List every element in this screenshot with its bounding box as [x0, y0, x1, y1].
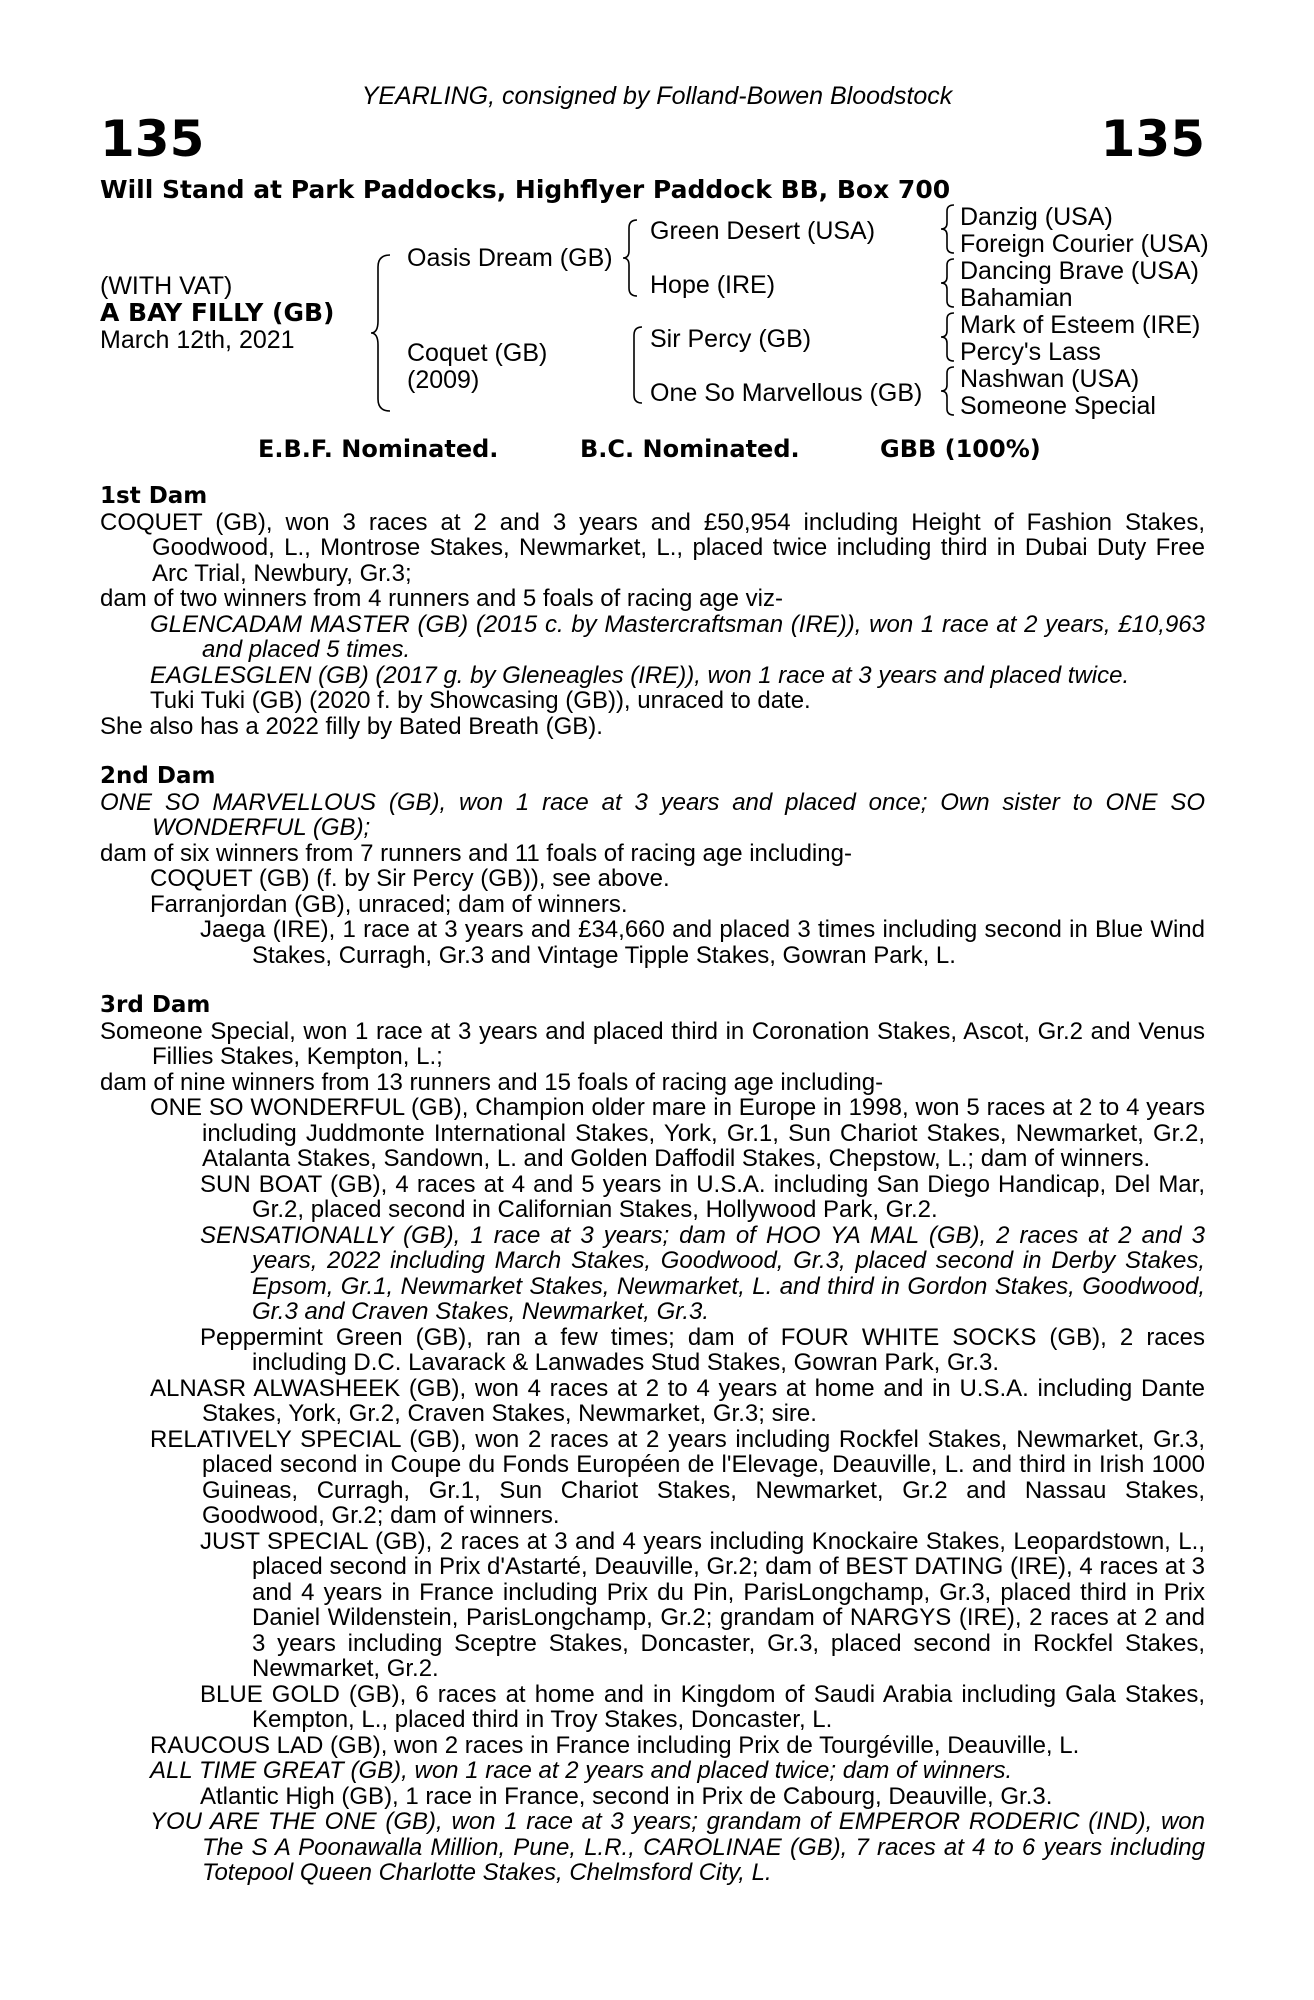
brace-green-desert [940, 203, 958, 255]
first-dam-heading: 1st Dam [100, 483, 208, 509]
first-dam-entry: COQUET (GB), won 3 races at 2 and 3 years and £50,954 including Height of Fashion Stakes, Goodwood, L., Montrose Stakes, Newmarket, L., placed twice including third in Dubai Duty Free Arc Trial, Newbury, Gr.3; [100, 508, 1205, 587]
foaling-date: March 12th, 2021 [100, 326, 295, 354]
third-dam-produce-1: ONE SO WONDERFUL (GB), Champion older mare in Europe in 1998, won 5 races at 2 to 4 years including Juddmonte International Stakes, York, Gr.1, Sun Chariot Stakes, Newmarket, Gr.2, Atalanta Stakes, Sandown, L. and Golden Daffodil Stakes, Chepstow, L.; dam of winners. [150, 1094, 1205, 1172]
pedigree-g3-4: Bahamian [960, 284, 1073, 312]
pedigree-dam-sire: Sir Percy (GB) [650, 325, 812, 353]
third-dam-produce-5: ALL TIME GREAT (GB), won 1 race at 2 years and placed twice; dam of winners. [150, 1757, 1013, 1784]
pedigree-dam-year: (2009) [407, 366, 480, 394]
vat-note: (WITH VAT) [100, 272, 233, 300]
pedigree-g3-2: Foreign Courier (USA) [960, 230, 1209, 258]
brace-sir-percy [940, 311, 958, 363]
ebf-nomination: E.B.F. Nominated. [258, 435, 499, 463]
first-dam-produce-summary: dam of two winners from 4 runners and 5 foals of racing age viz- [100, 585, 783, 612]
first-dam-produce-2: EAGLESGLEN (GB) (2017 g. by Gleneagles (IRE)), won 1 race at 3 years and placed twice. [150, 661, 1130, 689]
pedigree-g3-6: Percy's Lass [960, 338, 1101, 366]
consignment-line: YEARLING, consigned by Folland-Bowen Bloodstock [361, 82, 953, 110]
first-dam-note: She also has a 2022 filly by Bated Breath (GB). [100, 712, 603, 740]
first-dam-produce-3: Tuki Tuki (GB) (2020 f. by Showcasing (GB)), unraced to date. [150, 687, 811, 714]
pedigree-g3-3: Dancing Brave (USA) [960, 257, 1199, 285]
third-dam-grandproduce-4: JUST SPECIAL (GB), 2 races at 3 and 4 years including Knockaire Stakes, Leopardstown, L., placed second in Prix d'Astarté, Deauville, Gr.2; dam of BEST DATING (IRE), 4 races at 3 and 4 years in France including Prix du Pin, ParisLongchamp, Gr.3, placed third in Prix Daniel Wildenstein, ParisLongchamp, Gr.2; grandam of NARGYS (IRE), 2 races at 2 and 3 years including Sceptre Stakes, Doncaster, Gr.3, placed second in Rockfel Stakes, Newmarket, Gr.2. [200, 1527, 1205, 1682]
second-dam-produce-2: Farranjordan (GB), unraced; dam of winners. [150, 890, 628, 918]
third-dam-entry: Someone Special, won 1 race at 3 years and placed third in Coronation Stakes, Ascot, Gr.2 and Venus Fillies Stakes, Kempton, L.; [100, 1017, 1205, 1070]
third-dam-produce-4: RAUCOUS LAD (GB), won 2 races in France including Prix de Tourgéville, Deauville, L. [150, 1731, 1080, 1759]
pedigree-g3-7: Nashwan (USA) [960, 365, 1140, 393]
third-dam-grandproduce-1: SUN BOAT (GB), 4 races at 4 and 5 years in U.S.A. including San Diego Handicap, Del Mar, Gr.2, placed second in Californian Stakes, Hollywood Park, Gr.2. [200, 1170, 1205, 1223]
pedigree-g3-8: Someone Special [960, 392, 1156, 420]
pedigree-sire-sire: Green Desert (USA) [650, 217, 876, 245]
third-dam-produce-2: ALNASR ALWASHEEK (GB), won 4 races at 2 to 4 years at home and in U.S.A. including Dante Stakes, York, Gr.2, Craven Stakes, Newmarket, Gr.3; sire. [150, 1374, 1205, 1427]
second-dam-produce-summary: dam of six winners from 7 runners and 11 foals of racing age including- [100, 839, 852, 867]
second-dam-produce-1: COQUET (GB) (f. by Sir Percy (GB)), see above. [150, 865, 670, 892]
pedigree-g3-5: Mark of Esteem (IRE) [960, 311, 1201, 339]
stand-location: Will Stand at Park Paddocks, Highflyer Paddock BB, Box 700 [100, 175, 951, 204]
pedigree-dam: Coquet (GB) [407, 339, 548, 367]
third-dam-grandproduce-6: Atlantic High (GB), 1 race in France, second in Prix de Cabourg, Deauville, Gr.3. [200, 1782, 1053, 1810]
pedigree-brace-sire [622, 218, 640, 298]
pedigree-brace-dam [627, 325, 645, 405]
bc-nomination: B.C. Nominated. [580, 435, 800, 463]
lot-number-left: 135 [100, 110, 205, 168]
second-dam-grandproduce-1: Jaega (IRE), 1 race at 3 years and £34,660 and placed 3 times including second in Blue Wind Stakes, Curragh, Gr.3 and Vintage Tipple Stakes, Gowran Park, L. [200, 916, 1205, 969]
third-dam-grandproduce-2: SENSATIONALLY (GB), 1 race at 3 years; dam of HOO YA MAL (GB), 2 races at 2 and 3 years, 2022 including March Stakes, Goodwood, Gr.3, placed second in Derby Stakes, Epsom, Gr.1, Newmarket Stakes, Newmarket, L. and third in Gordon Stakes, Goodwood, Gr.3 and Craven Stakes, Newmarket, Gr.3. [200, 1221, 1205, 1325]
third-dam-grandproduce-3: Peppermint Green (GB), ran a few times; dam of FOUR WHITE SOCKS (GB), 2 races including D.C. Lavarack & Lanwades Stud Stakes, Gowran Park, Gr.3. [200, 1323, 1205, 1376]
lot-number-right: 135 [1100, 110, 1205, 168]
third-dam-produce-summary: dam of nine winners from 13 runners and 15 foals of racing age including- [100, 1068, 884, 1096]
pedigree-sire: Oasis Dream (GB) [407, 244, 613, 272]
pedigree-g3-1: Danzig (USA) [960, 203, 1113, 231]
pedigree-dam-dam: One So Marvellous (GB) [650, 379, 923, 407]
first-dam-produce-1: GLENCADAM MASTER (GB) (2015 c. by Mastercraftsman (IRE)), won 1 race at 2 years, £10,963 and placed 5 times. [150, 610, 1205, 663]
third-dam-produce-3: RELATIVELY SPECIAL (GB), won 2 races at 2 years including Rockfel Stakes, Newmarket, Gr.3, placed second in Coupe du Fonds Européen de l'Elevage, Deauville, L. and third in Irish 1000 Guineas, Curragh, Gr.1, Sun Chariot Stakes, Newmarket, Gr.2 and Nassau Stakes, Goodwood, Gr.2; dam of winners. [150, 1425, 1205, 1529]
third-dam-heading: 3rd Dam [100, 992, 211, 1018]
second-dam-entry: ONE SO MARVELLOUS (GB), won 1 race at 3 years and placed once; Own sister to ONE SO WONDERFUL (GB); [100, 788, 1205, 841]
brace-hope [940, 257, 958, 309]
third-dam-produce-6: YOU ARE THE ONE (GB), won 1 race at 3 years; grandam of EMPEROR RODERIC (IND), won The S A Poonawalla Million, Pune, L.R., CAROLINAE (GB), 7 races at 4 to 6 years including Totepool Queen Charlotte Stakes, Chelmsford City, L. [150, 1808, 1205, 1886]
gbb-status: GBB (100%) [880, 435, 1041, 463]
horse-name: A BAY FILLY (GB) [100, 298, 335, 327]
pedigree-brace-main [370, 253, 394, 413]
brace-one-so-marvellous [940, 365, 958, 417]
pedigree-sire-dam: Hope (IRE) [650, 271, 776, 299]
second-dam-heading: 2nd Dam [100, 763, 216, 789]
third-dam-grandproduce-5: BLUE GOLD (GB), 6 races at home and in Kingdom of Saudi Arabia including Gala Stakes, Kempton, L., placed third in Troy Stakes, Doncaster, L. [200, 1680, 1205, 1733]
catalogue-body [100, 484, 1205, 1886]
